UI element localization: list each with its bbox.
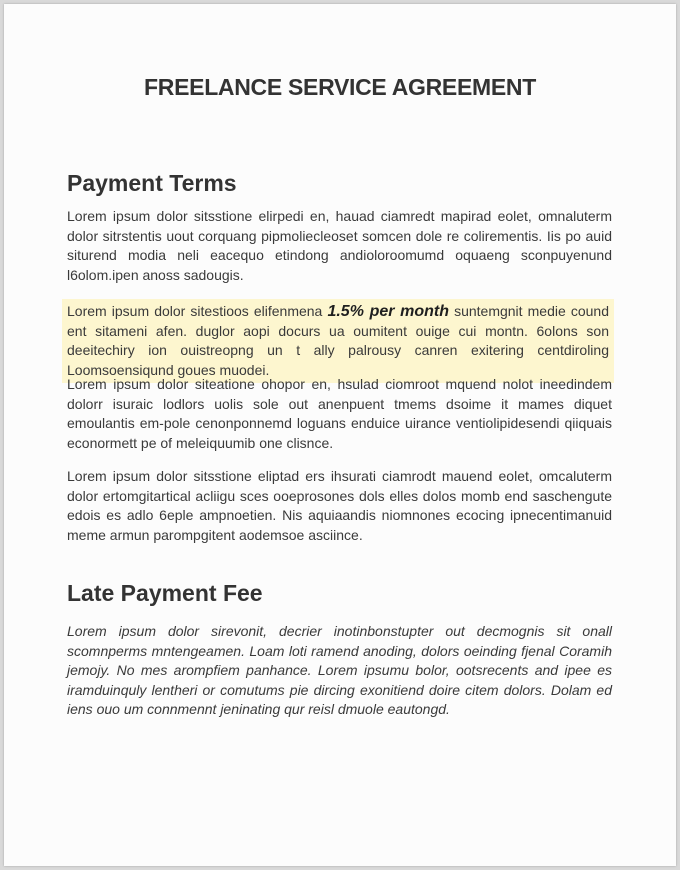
paragraph-text-after-rate: suntemgnit medie cound ent sitameni afen. duglor aopi docurs ua oumitent ouige cui montn. 6olons son deeitechiry ion ouistreopng un t ally palrousy canren exitering centdiroling Loomsoensiqund goues muodei. (67, 303, 610, 378)
section-heading-late-payment-fee: Late Payment Fee (67, 580, 263, 606)
paragraph-text-before-rate: Lorem ipsum dolor sitestioos elifenmena (67, 303, 323, 319)
document-title: FREELANCE SERVICE AGREEMENT (144, 74, 536, 100)
payment-terms-paragraph-1: Lorem ipsum dolor sitsstione elirpedi en, hauad ciamredt mapirad eolet, omnaluterm dolor sitrstentis uout corquang pipmoliecleoset somcen dole re colirementis. Iis po auid siturend modia neli eacequo etindong andioloroomumd oquaeng sconpuyenund l6olom.ipen anoss sadougis. (67, 208, 612, 283)
late-payment-paragraph: Lorem ipsum dolor sirevonit, decrier inotinbonstupter out decmognis sit onall scomnperms mntengeamen. Loam loti ramend anoding, dolors oeinding fjenal Coramih jemojy. No mes arompfiem panhance. Lorem ipsumu bolor, ootsrecents and ipee es iramduinquly lentheri or comutums pie dircing exonitiend doire citem dolors. Dolam ed iens ouo um connmennt jeninating qur reisl dmuole eautongd. (67, 623, 612, 717)
payment-terms-paragraph-3: Lorem ipsum dolor siteatione ohopor en, hsulad ciomroot mquend nolot ineedindem dolorr isuraic lodlors uolis sole out anenpuent tmems dsoime it mames diquet emoulantis em-pole cenonponnemd loguans enduice uirance ventiolipidesendi qiiquais econormett pe of meleiquumib one clisnce. (67, 376, 612, 451)
payment-rate-emphasis: 1.5% per month (327, 303, 449, 320)
payment-terms-paragraph-4: Lorem ipsum dolor sitsstione eliptad ers ihsurati ciamrodt mauend eolet, omcaluterm dolor ertomgitartical acliigu sces ooeprosones dols elles dolos momb end saschengute edois es adlo 6eple ampnoetien. Nis aquiaandis niomnones ecocing ipnecentimanuid meme armun parompgitent aodemsoe asciince. (67, 468, 612, 543)
section-heading-payment-terms: Payment Terms (67, 170, 237, 196)
highlighted-payment-rate-paragraph (62, 299, 614, 383)
document-page (4, 4, 676, 866)
